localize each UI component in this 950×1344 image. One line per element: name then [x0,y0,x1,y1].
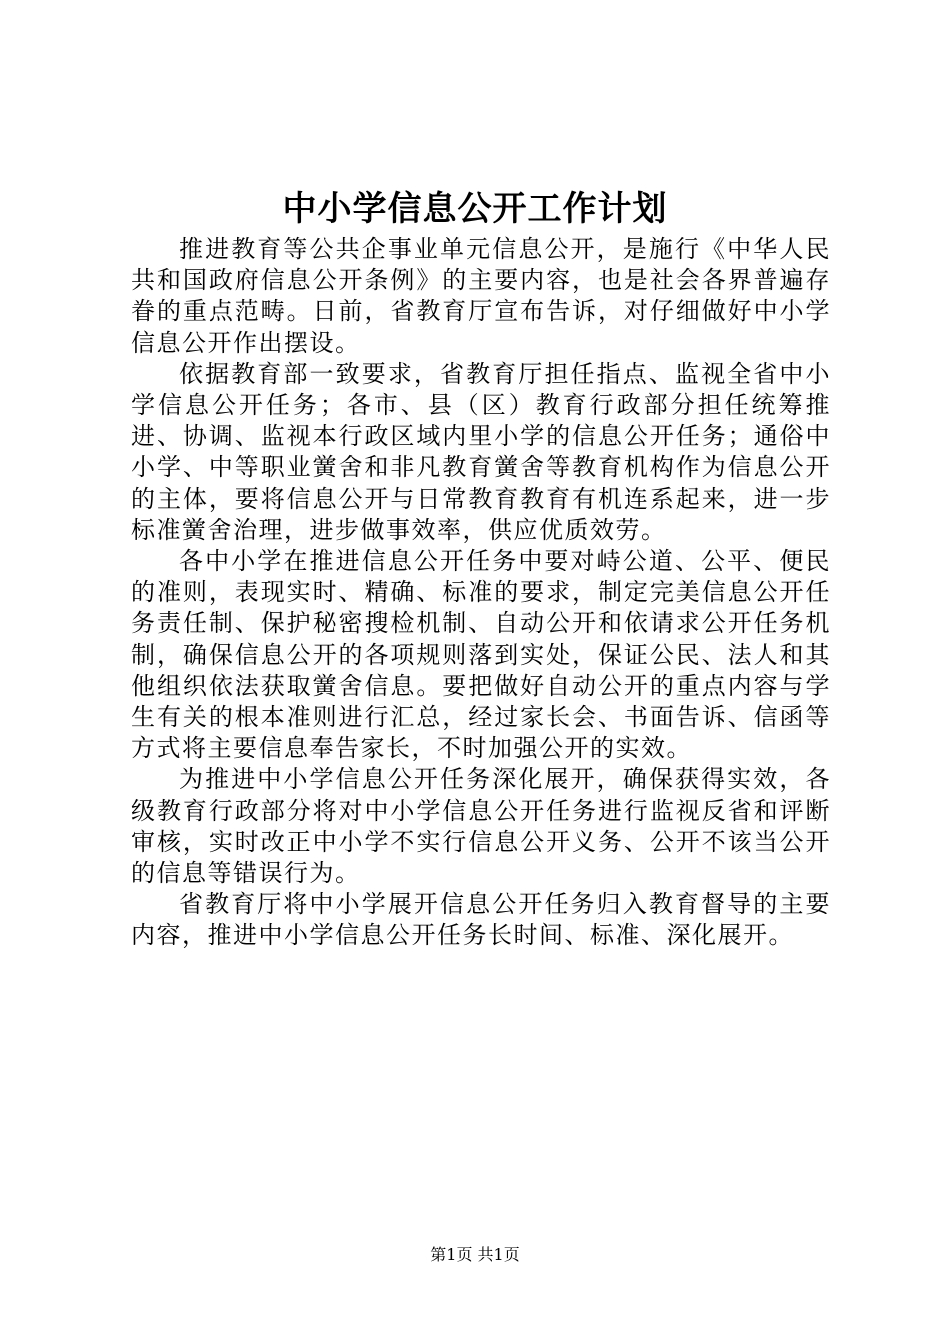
paragraph-5: 省教育厅将中小学展开信息公开任务归入教育督导的主要内容，推进中小学信息公开任务长时间、标准、深化展开。 [131,890,831,950]
paragraph-4: 为推进中小学信息公开任务深化展开，确保获得实效，各级教育行政部分将对中小学信息公开任务进行监视反省和评断审核，实时改正中小学不实行信息公开义务、公开不该当公开的信息等错误行为。 [131,765,831,888]
paragraph-1: 推进教育等公共企事业单元信息公开，是施行《中华人民共和国政府信息公开条例》的主要内容，也是社会各界普遍存眷的重点范畴。日前，省教育厅宣布告诉，对仔细做好中小学信息公开作出摆设。 [131,235,831,357]
paragraph-2: 依据教育部一致要求，省教育厅担任指点、监视全省中小学信息公开任务；各市、县（区）教育行政部分担任统筹推进、协调、监视本行政区域内里小学的信息公开任务；通俗中小学、中等职业黉舍和非凡教育黉舍等教育机构作为信息公开的主体，要将信息公开与日常教育教育有机连系起来，进一步标准黉舍治理，进步做事效率，供应优质效劳。 [131,359,831,544]
paragraph-3: 各中小学在推进信息公开任务中要对峙公道、公平、便民的准则，表现实时、精确、标准的要求，制定完美信息公开任务责任制、保护秘密搜检机制、自动公开和依请求公开任务机制，确保信息公开的各项规则落到实处，保证公民、法人和其他组织依法获取黉舍信息。要把做好自动公开的重点内容与学生有关的根本准则进行汇总，经过家长会、书面告诉、信函等方式将主要信息奉告家长，不时加强公开的实效。 [131,547,831,763]
document-title: 中小学信息公开工作计划 [282,189,668,229]
page-footer: 第1页 共1页 [430,1245,520,1264]
document-body [131,234,831,952]
